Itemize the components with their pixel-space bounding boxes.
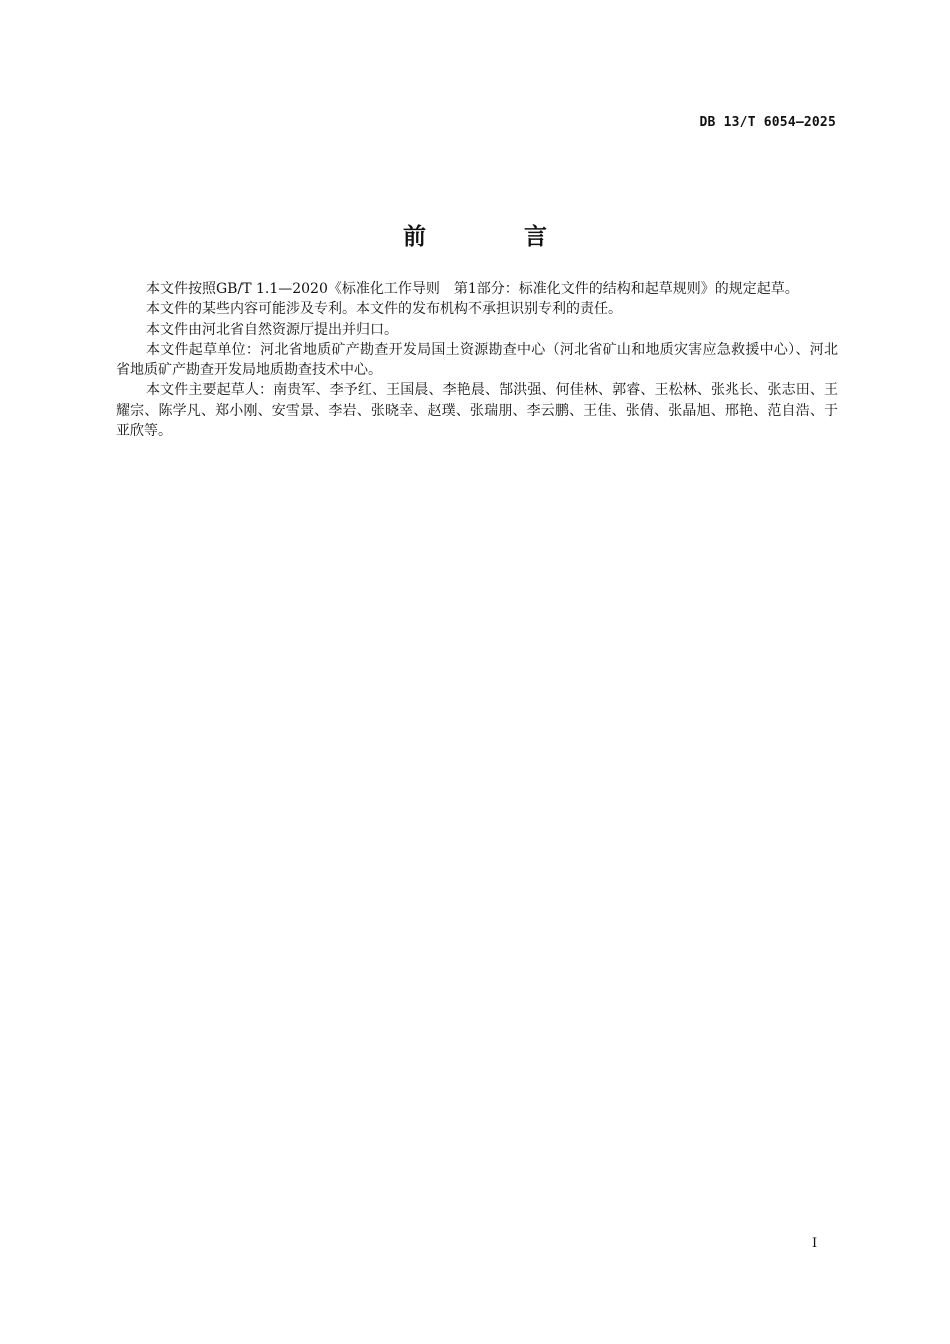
- paragraph-drafters: 本文件主要起草人：南贵军、李予红、王国晨、李艳晨、郜洪强、何佳林、郭睿、王松林、张兆长、张志田、王耀宗、陈学凡、郑小刚、安雪景、李岩、张晓幸、赵璞、张瑞朋、李云鹏、王佳、张倩、张晶旭、邢艳、范自浩、于亚欣等。: [116, 382, 838, 440]
- page-number: I: [812, 1236, 818, 1251]
- paragraph-proposer: 本文件由河北省自然资源厅提出并归口。: [146, 321, 398, 338]
- standard-number: DB 13/T 6054—2025: [699, 115, 836, 130]
- paragraph-drafting-units: 本文件起草单位：河北省地质矿产勘查开发局国土资源勘查中心（河北省矿山和地质灾害应急救援中心）、河北省地质矿产勘查开发局地质勘查技术中心。: [116, 341, 838, 379]
- paragraph-drafting-rules: 本文件按照GB/T 1.1—2020《标准化工作导则 第1部分：标准化文件的结构和起草规则》的规定起草。: [146, 281, 799, 297]
- paragraph-patent-notice: 本文件的某些内容可能涉及专利。本文件的发布机构不承担识别专利的责任。: [146, 301, 622, 318]
- foreword-body: [116, 279, 838, 441]
- page-title: 前 言: [402, 224, 592, 250]
